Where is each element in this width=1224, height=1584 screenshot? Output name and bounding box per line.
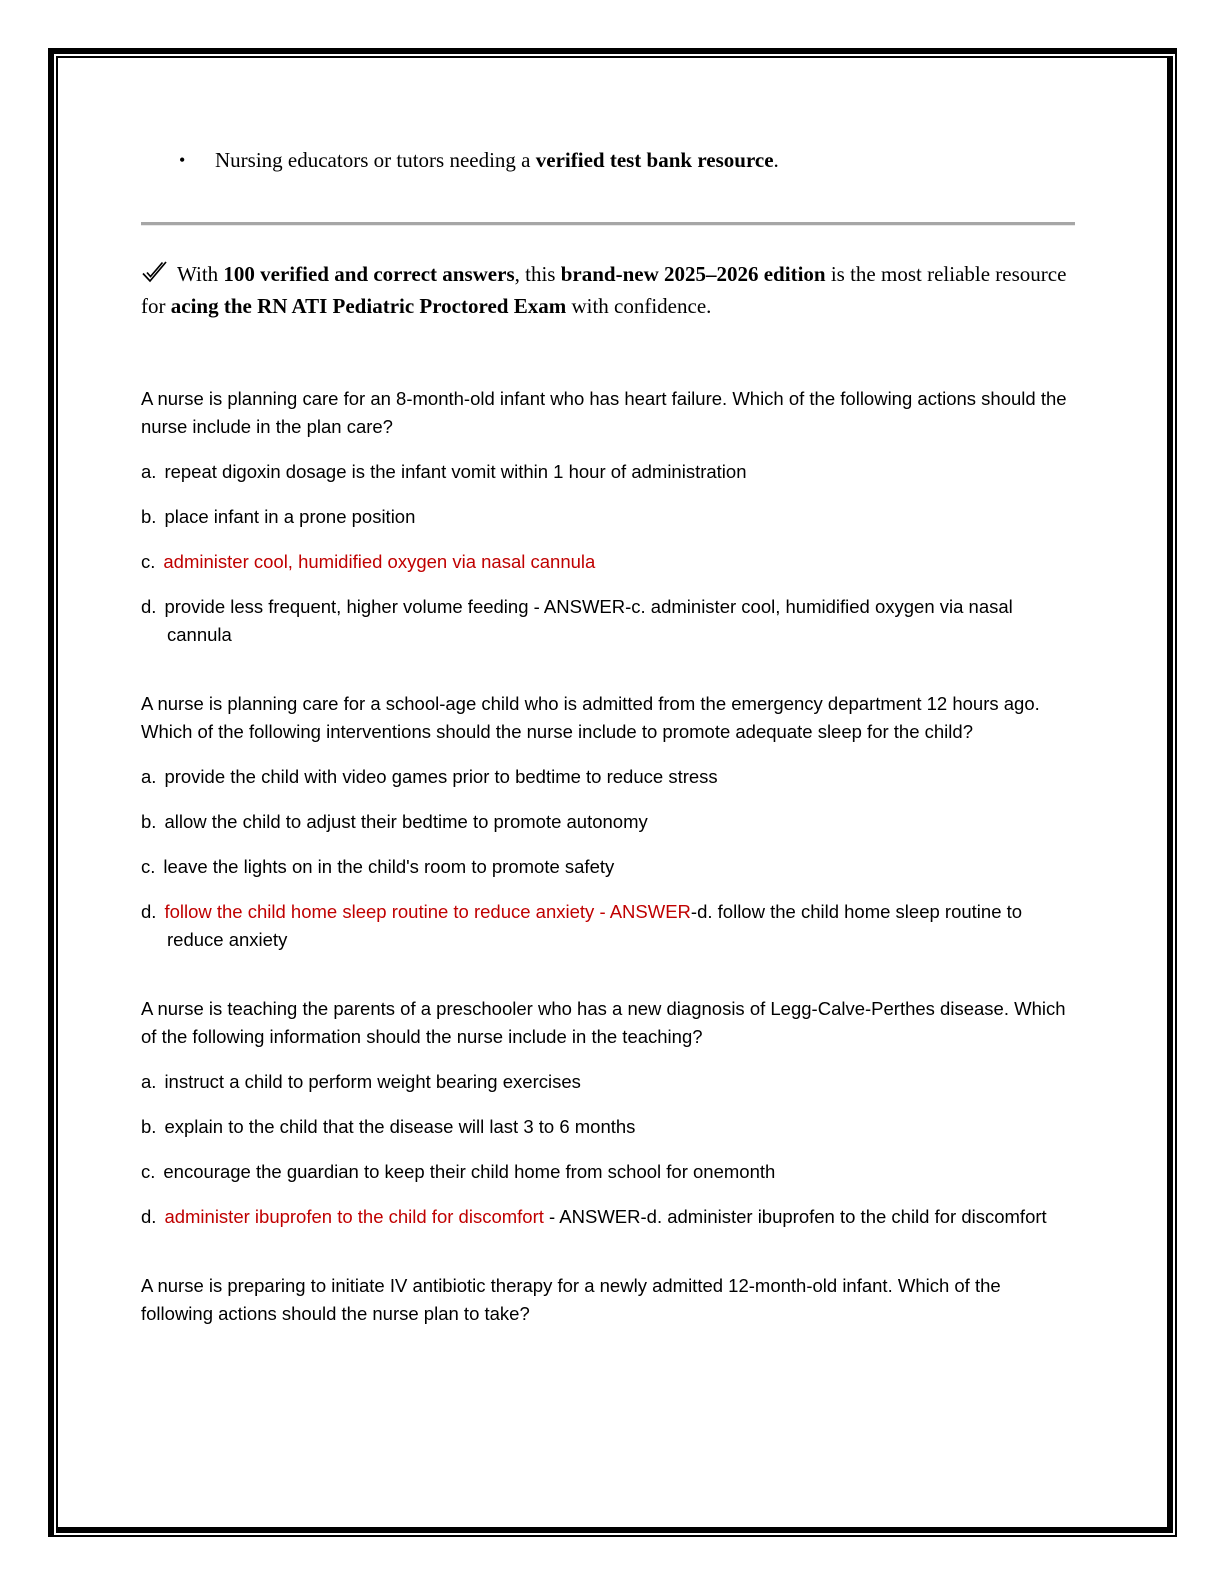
- answer-option: [141, 1113, 1075, 1141]
- answer-option: [141, 1203, 1075, 1231]
- question-block: [141, 690, 1075, 954]
- option-label: d.: [141, 1206, 157, 1227]
- question-block: [141, 385, 1075, 649]
- option-label: c.: [141, 551, 156, 572]
- bullet-text-post: .: [773, 148, 779, 172]
- option-text: instruct a child to perform weight bearing exercises: [164, 1071, 581, 1092]
- answer-option: [141, 808, 1075, 836]
- option-label: b.: [141, 1116, 157, 1137]
- section-divider: [141, 222, 1075, 226]
- option-text: leave the lights on in the child's room to promote safety: [163, 856, 615, 877]
- answer-option: [141, 1158, 1075, 1186]
- question-block: [141, 1272, 1075, 1328]
- option-text: -d. follow the child home sleep routine to reduce anxiety: [167, 901, 1023, 950]
- bullet-text-pre: Nursing educators or tutors needing a: [215, 148, 536, 172]
- question-text: A nurse is preparing to initiate IV antibiotic therapy for a newly admitted 12-month-old infant. Which of the following actions should the nurse plan to take?: [141, 1275, 1001, 1324]
- intro-paragraph: [141, 260, 1075, 321]
- option-text: place infant in a prone position: [164, 506, 416, 527]
- answer-option: [141, 1068, 1075, 1096]
- bullet-icon: •: [179, 150, 186, 170]
- option-label: c.: [141, 856, 156, 877]
- option-label: c.: [141, 1161, 156, 1182]
- intro-bold-exam: acing the RN ATI Pediatric Proctored Exam: [170, 294, 567, 318]
- option-text: provide less frequent, higher volume feeding - ANSWER-c. administer cool, humidified oxygen via nasal cannula: [164, 596, 1013, 645]
- option-text: provide the child with video games prior to bedtime to reduce stress: [164, 766, 718, 787]
- page-border-outer: [48, 48, 1177, 1537]
- answer-option: [141, 898, 1075, 954]
- bullet-list-item: [179, 146, 1075, 174]
- option-text-highlighted: administer cool, humidified oxygen via nasal cannula: [163, 551, 596, 572]
- bullet-item-text: [215, 146, 779, 174]
- intro-bold-answers: 100 verified and correct answers: [223, 262, 515, 286]
- option-text: repeat digoxin dosage is the infant vomit within 1 hour of administration: [164, 461, 747, 482]
- option-text: allow the child to adjust their bedtime to promote autonomy: [164, 811, 648, 832]
- answer-option: [141, 548, 1075, 576]
- answer-option: [141, 503, 1075, 531]
- bullet-text-bold: verified test bank resource: [535, 148, 774, 172]
- option-text-highlighted: follow the child home sleep routine to reduce anxiety - ANSWER: [164, 901, 691, 922]
- intro-text: With: [177, 262, 224, 286]
- answer-option: [141, 763, 1075, 791]
- option-text: encourage the guardian to keep their child home from school for onemonth: [163, 1161, 776, 1182]
- question-text: A nurse is planning care for an 8-month-old infant who has heart failure. Which of the following actions should the nurse include in the plan care?: [141, 388, 1067, 437]
- option-label: b.: [141, 506, 157, 527]
- option-text-highlighted: administer ibuprofen to the child for discomfort: [164, 1206, 544, 1227]
- intro-text: is the most reliable resource for: [141, 262, 1067, 318]
- answer-option: [141, 458, 1075, 486]
- intro-text: with confidence.: [566, 294, 712, 318]
- option-label: b.: [141, 811, 157, 832]
- page-border-inner: [56, 56, 1173, 1533]
- option-label: a.: [141, 1071, 157, 1092]
- question-block: [141, 995, 1075, 1231]
- intro-text: , this: [514, 262, 561, 286]
- answer-option: [141, 853, 1075, 881]
- option-label: d.: [141, 901, 157, 922]
- option-text: - ANSWER-d. administer ibuprofen to the child for discomfort: [543, 1206, 1047, 1227]
- option-label: a.: [141, 766, 157, 787]
- answer-option: [141, 593, 1075, 649]
- intro-bold-edition: brand-new 2025–2026 edition: [560, 262, 826, 286]
- page-content: [58, 58, 1167, 1527]
- question-text: A nurse is planning care for a school-age child who is admitted from the emergency department 12 hours ago. Which of the following interventions should the nurse include to promote adequate sleep for the child?: [141, 693, 1040, 742]
- checkmark-icon: [141, 260, 168, 292]
- question-list: [141, 385, 1075, 1328]
- option-text: explain to the child that the disease will last 3 to 6 months: [164, 1116, 636, 1137]
- question-text: A nurse is teaching the parents of a preschooler who has a new diagnosis of Legg-Calve-Perthes disease. Which of the following information should the nurse include in the teaching?: [141, 998, 1066, 1047]
- option-label: d.: [141, 596, 157, 617]
- option-label: a.: [141, 461, 157, 482]
